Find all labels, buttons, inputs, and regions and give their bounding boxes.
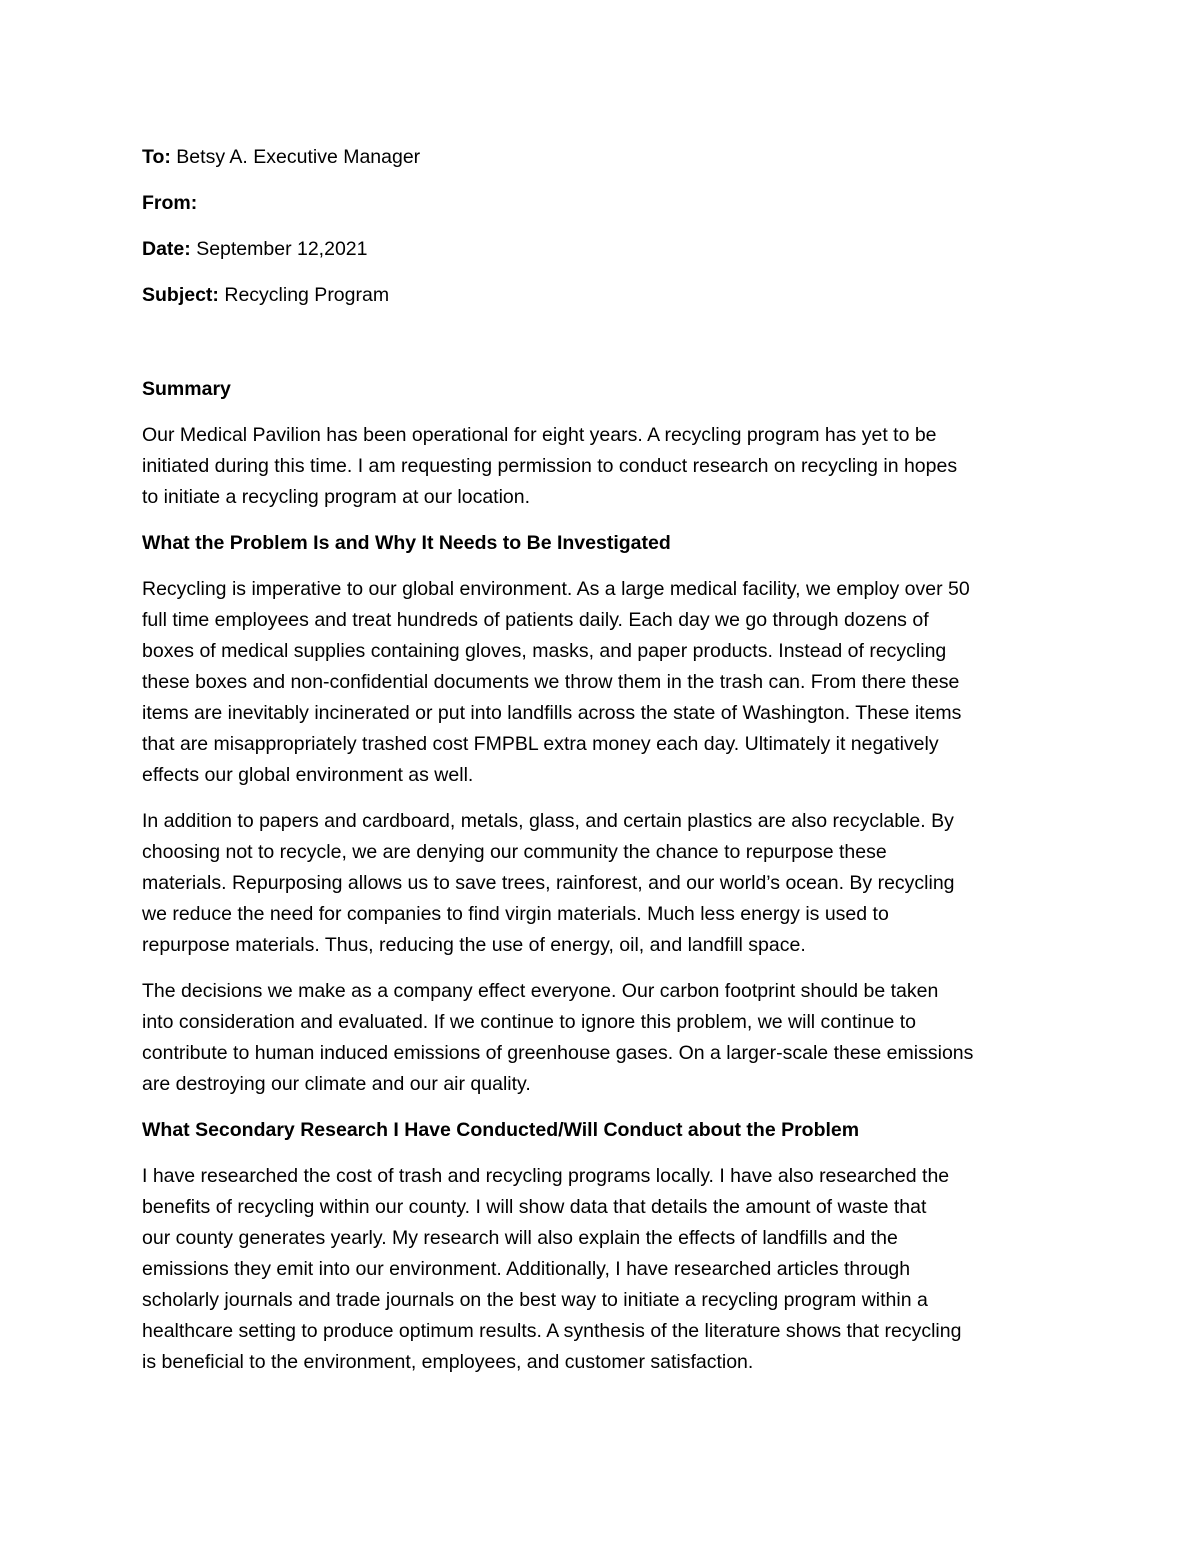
memo-date-label: Date: [142,238,191,260]
text-line: these boxes and non-confidential documents we throw them in the trash can. From there these [142,671,960,693]
text-line: repurpose materials. Thus, reducing the use of energy, oil, and landfill space. [142,934,806,956]
text-line: our county generates yearly. My research will also explain the effects of landfills and the [142,1227,898,1249]
memo-to-row [142,142,1058,188]
text-line: items are inevitably incinerated or put into landfills across the state of Washington. These items [142,702,962,724]
text-line: full time employees and treat hundreds of patients daily. Each day we go through dozens of [142,609,929,631]
memo-to-value: Betsy A. Executive Manager [176,146,421,168]
text-line: materials. Repurposing allows us to save trees, rainforest, and our world’s ocean. By recycling [142,872,955,894]
text-line: scholarly journals and trade journals on the best way to initiate a recycling program within a [142,1289,928,1311]
paragraph [142,1161,1058,1378]
text-line: emissions they emit into our environment. Additionally, I have researched articles through [142,1258,911,1280]
memo-subject-label: Subject: [142,284,219,306]
paragraph [142,806,1058,961]
text-line: into consideration and evaluated. If we continue to ignore this problem, we will continue to [142,1011,916,1033]
text-line: boxes of medical supplies containing gloves, masks, and paper products. Instead of recycling [142,640,947,662]
section-heading-problem: What the Problem Is and Why It Needs to Be Investigated [142,532,671,554]
memo-subject-row [142,280,1058,326]
header-spacer [142,326,1058,374]
text-line: benefits of recycling within our county. I will show data that details the amount of waste that [142,1196,927,1218]
text-line: Recycling is imperative to our global environment. As a large medical facility, we employ over 50 [142,578,970,600]
text-line: Our Medical Pavilion has been operational for eight years. A recycling program has yet to be [142,424,937,446]
memo-subject-value: Recycling Program [224,284,390,306]
paragraph [142,420,1058,513]
text-line: to initiate a recycling program at our location. [142,486,531,508]
text-line: initiated during this time. I am requesting permission to conduct research on recycling in hopes [142,455,958,477]
text-line: are destroying our climate and our air quality. [142,1073,531,1095]
paragraph [142,574,1058,791]
memo-to-label: To: [142,146,171,168]
text-line: choosing not to recycle, we are denying our community the chance to repurpose these [142,841,887,863]
text-line: healthcare setting to produce optimum results. A synthesis of the literature shows that recycling [142,1320,962,1342]
memo-body [142,142,1058,1393]
section-heading-summary: Summary [142,378,231,400]
text-line: In addition to papers and cardboard, metals, glass, and certain plastics are also recyclable. By [142,810,954,832]
memo-from-row [142,188,1058,234]
memo-date-row [142,234,1058,280]
paragraph [142,976,1058,1100]
memo-date-value: September 12,2021 [196,238,368,260]
text-line: that are misappropriately trashed cost FMPBL extra money each day. Ultimately it negatively [142,733,939,755]
text-line: is beneficial to the environment, employees, and customer satisfaction. [142,1351,754,1373]
text-line: The decisions we make as a company effect everyone. Our carbon footprint should be taken [142,980,939,1002]
text-line: we reduce the need for companies to find virgin materials. Much less energy is used to [142,903,889,925]
memo-from-label: From: [142,192,198,214]
text-line: contribute to human induced emissions of greenhouse gases. On a larger-scale these emissions [142,1042,974,1064]
text-line: I have researched the cost of trash and recycling programs locally. I have also researched the [142,1165,950,1187]
text-line: effects our global environment as well. [142,764,474,786]
section-heading-research: What Secondary Research I Have Conducted/Will Conduct about the Problem [142,1119,860,1141]
